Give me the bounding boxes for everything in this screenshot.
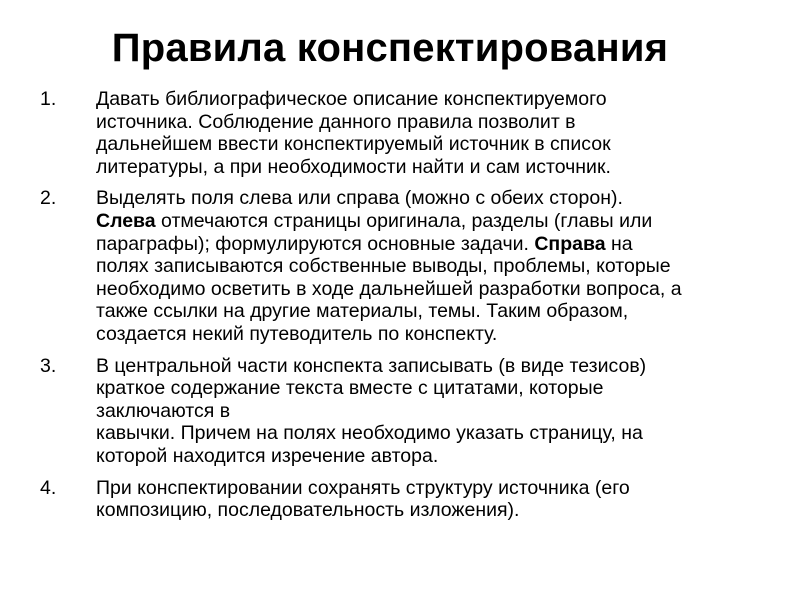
left-margin-keyword: Слева [96,209,156,232]
rule-line-segment: отмечаются страницы оригинала, разделы (главы или [155,209,653,232]
rule-line: источника. Соблюдение данного правила позволит в [96,110,576,133]
rule-number: 4. [40,476,57,499]
rule-line-segment: на [605,232,633,255]
rule-item-1 [40,88,780,178]
rule-number: 3. [40,354,57,377]
rule-line-segment: параграфы); формулируются основные задачи. [96,232,535,255]
rule-line: В центральной части конспекта записывать (в виде тезисов) [96,354,647,377]
right-margin-keyword: Справа [534,232,606,255]
rule-line: Давать библиографическое описание конспектируемого [96,88,607,110]
rule-line: Выделять поля слева или справа (можно с обеих сторон). [96,187,623,210]
rules-list [40,88,780,531]
rule-line: которой находится изречение автора. [96,444,439,467]
rule-line: дальнейшем ввести конспектируемый источник в список [96,133,611,156]
slide-title: Правила конспектирования [111,26,669,70]
rule-text [96,187,780,345]
rule-item-2 [40,187,780,345]
rule-line: также ссылки на другие материалы, темы. Таким образом, [96,300,629,323]
rule-line: При конспектировании сохранять структуру источника (его [96,476,630,499]
rule-text [96,477,780,522]
rule-line: композицию, последовательность изложения). [96,499,520,522]
rule-item-4 [40,477,780,522]
rule-line [96,233,780,256]
rule-number: 1. [40,88,57,110]
rule-line: полях записываются собственные выводы, проблемы, которые [96,255,671,278]
rule-line [96,210,780,233]
rule-item-3 [40,355,780,468]
rule-number: 2. [40,187,57,210]
rule-text [96,88,780,178]
rule-text [96,355,780,468]
rule-line: краткое содержание текста вместе с цитатами, которые [96,377,604,400]
rule-line: необходимо осветить в ходе дальнейшей разработки вопроса, а [96,277,682,300]
rule-line: кавычки. Причем на полях необходимо указать страницу, на [96,422,643,445]
rule-line: заключаются в [96,399,231,422]
rule-line: создается некий путеводитель по конспекту. [96,322,498,345]
rule-line: литературы, а при необходимости найти и сам источник. [96,155,611,178]
